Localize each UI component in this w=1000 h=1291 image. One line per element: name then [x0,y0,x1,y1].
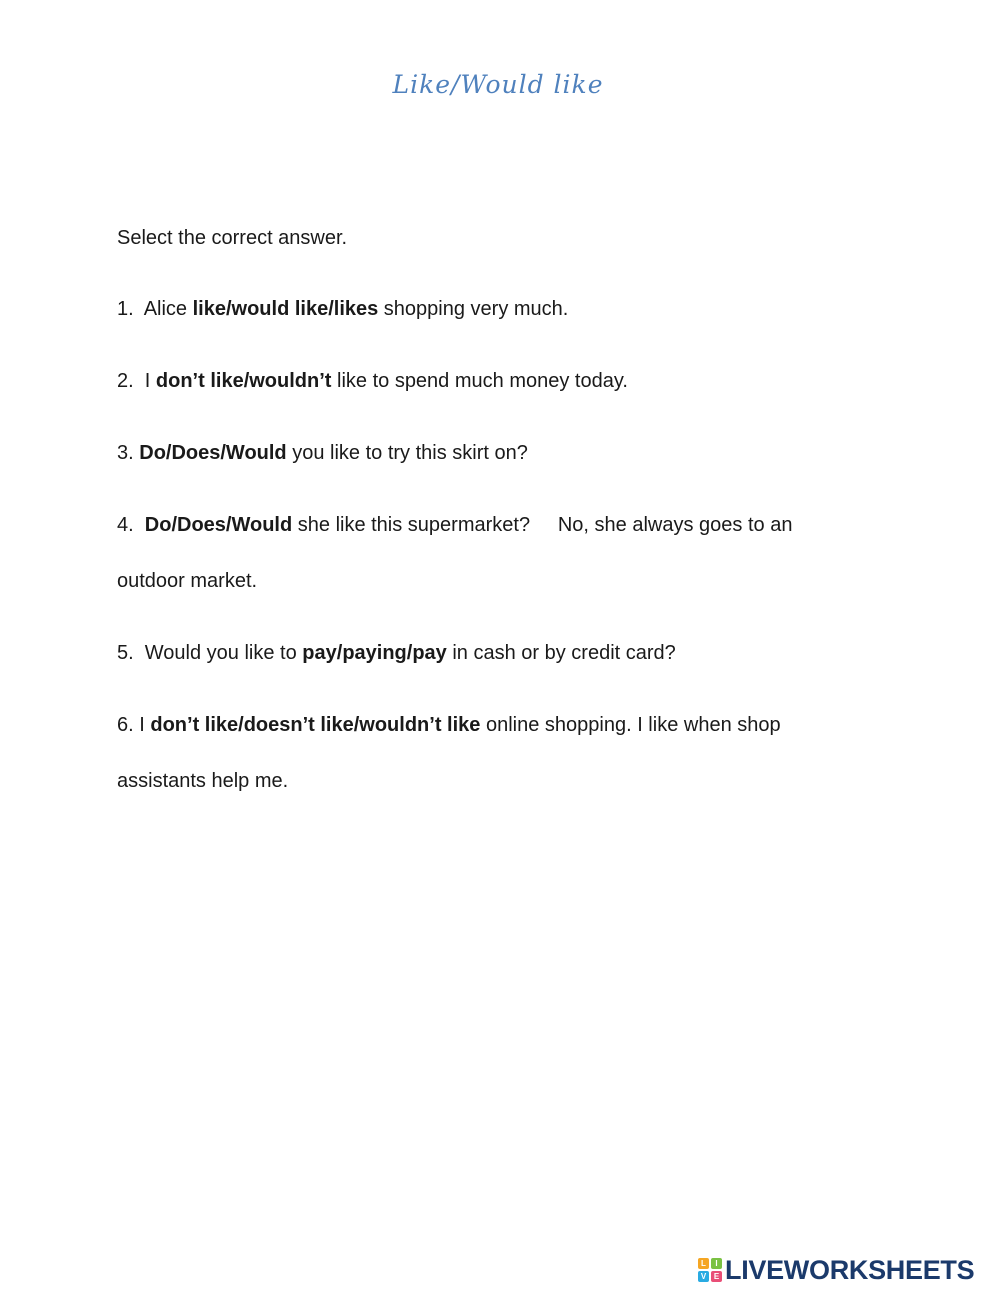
question-3-options[interactable]: Do/Does/Would [139,442,287,464]
question-3-prefix: 3. [117,442,140,464]
question-6 [117,711,781,739]
question-4-continuation: outdoor market. [117,570,258,592]
liveworksheets-logo-icon [698,1258,722,1282]
question-4-suffix: she like this supermarket? No, she always goes to an [292,514,793,536]
logo-tile-e: E [711,1271,722,1282]
instruction: Select the correct answer. [117,227,348,249]
question-5 [117,639,676,667]
question-6-continuation: assistants help me. [117,770,289,792]
question-1-prefix: 1. Alice [117,298,193,320]
question-3 [117,439,528,467]
question-2 [117,367,628,395]
question-5-suffix: in cash or by credit card? [446,642,676,664]
question-6-suffix: online shopping. I like when shop [480,714,781,736]
question-1 [117,295,568,323]
question-6-prefix: 6. I [117,714,151,736]
liveworksheets-logo [698,1255,974,1285]
question-4-prefix: 4. [117,514,145,536]
question-1-suffix: shopping very much. [378,298,569,320]
logo-tile-v: V [698,1271,709,1282]
question-2-options[interactable]: don’t like/wouldn’t [155,370,332,392]
question-4-options[interactable]: Do/Does/Would [144,514,293,536]
question-5-prefix: 5. Would you like to [117,642,303,664]
worksheet-title: Like/Would like [392,70,604,99]
question-1-options[interactable]: like/would like/likes [192,298,379,320]
liveworksheets-brand: LIVEWORKSHEETS [725,1254,975,1285]
logo-tile-l: L [698,1258,709,1269]
question-3-suffix: you like to try this skirt on? [286,442,528,464]
question-2-suffix: like to spend much money today. [331,370,628,392]
logo-tile-i: I [711,1258,722,1269]
question-2-prefix: 2. I [117,370,156,392]
question-4 [117,511,792,539]
question-5-options[interactable]: pay/paying/pay [302,642,447,664]
question-6-options[interactable]: don’t like/doesn’t like/wouldn’t like [150,714,481,736]
